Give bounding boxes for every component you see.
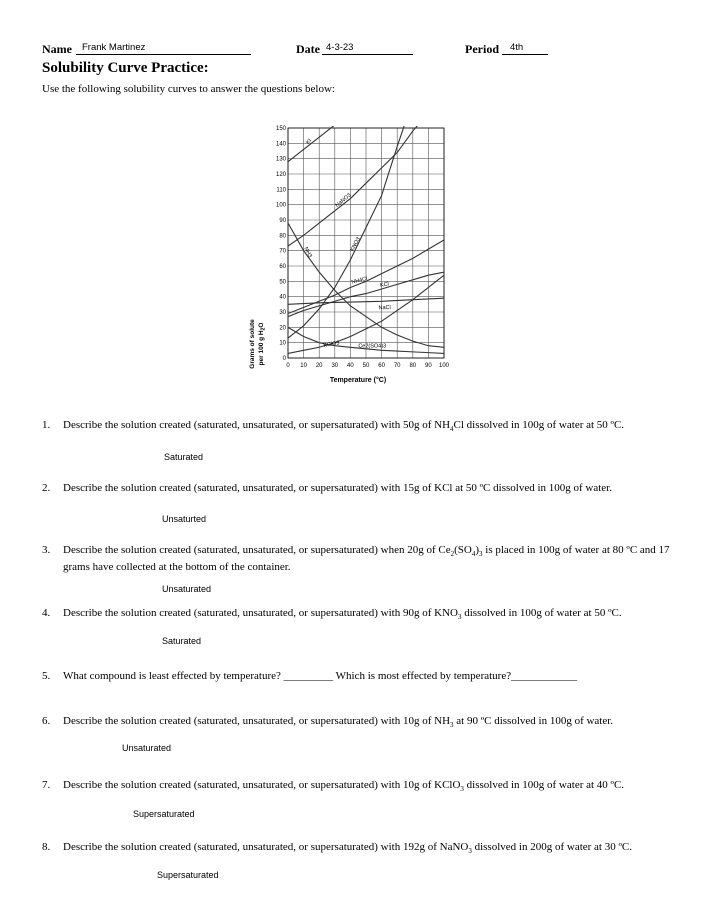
x-tick-label: 60 (378, 363, 385, 369)
curve-label-nacl: NaCl (378, 304, 391, 312)
question-text: What compound is least effected by temperature? _________ Which is most effected by temperature?____________ (63, 670, 578, 682)
date-underline (322, 54, 413, 55)
question-1 (42, 417, 682, 434)
question-text: Describe the solution created (saturated, unsaturated, or supersaturated) with 15g of KCl at 50 ºC dissolved in 100g of water. (63, 482, 612, 494)
x-tick-label: 70 (393, 363, 401, 369)
question-number: 7. (42, 779, 51, 791)
period-label: Period (465, 42, 499, 56)
answer-3[interactable]: Unsaturated (162, 584, 212, 594)
y-tick-label: 80 (279, 233, 286, 240)
question-8 (42, 839, 682, 856)
answer-2[interactable]: Unsaturted (162, 514, 207, 524)
y-tick-label: 150 (275, 126, 286, 132)
y-tick-label: 130 (275, 156, 286, 163)
x-axis-label: Temperature (°C) (329, 377, 387, 384)
y-tick-label: 40 (279, 294, 286, 301)
y-tick-label: 60 (279, 264, 286, 270)
question-number: 8. (42, 841, 51, 853)
y-tick-label: 0 (282, 356, 286, 362)
curve-label-kcl: KCl (379, 281, 390, 289)
x-tick-label: 10 (300, 363, 307, 369)
y-axis-label-line1: Grams of solute (249, 319, 256, 369)
date-label: Date (296, 42, 320, 56)
x-tick-label: 50 (362, 363, 370, 369)
y-tick-label: 90 (279, 218, 286, 224)
question-7 (42, 777, 682, 794)
answer-4[interactable]: Saturated (162, 636, 202, 646)
page-title: Solubility Curve Practice: (42, 60, 209, 76)
question-2 (42, 480, 682, 497)
x-tick-label: 20 (315, 363, 323, 369)
answer-1[interactable]: Saturated (164, 452, 204, 462)
answer-8[interactable]: Supersaturated (157, 870, 219, 880)
y-tick-label: 120 (275, 172, 286, 178)
answer-7[interactable]: Supersaturated (133, 809, 195, 819)
curve-label-kno3: KNO3 (349, 236, 362, 253)
question-number: 3. (42, 544, 51, 556)
curve-label-nh4cl: NH4Cl (350, 275, 369, 286)
question-5 (42, 668, 682, 685)
question-6 (42, 713, 682, 730)
question-number: 4. (42, 607, 51, 619)
x-tick-label: 40 (347, 363, 354, 369)
question-4 (42, 605, 682, 622)
question-number: 6. (42, 715, 51, 727)
y-tick-label: 30 (279, 310, 286, 316)
question-number: 5. (42, 670, 51, 682)
name-label: Name (42, 42, 72, 56)
y-tick-label: 140 (275, 141, 286, 148)
x-tick-label: 30 (331, 363, 339, 369)
curve-label-ce2-so4-3: Ce2(SO4)3 (358, 343, 387, 350)
period-value[interactable]: 4th (510, 42, 524, 53)
y-axis-label-line2: per 100 g $H_2O$ (258, 322, 267, 366)
instructions: Use the following solubility curves to answer the questions below: (42, 83, 335, 95)
y-tick-label: 50 (279, 279, 286, 286)
question-text: Describe the solution created (saturated, unsaturated, or supersaturated) with 10g of $NH_3$ at 90 ºC dissolved in 100g of water. (63, 715, 614, 730)
name-value[interactable]: Frank Martinez (82, 42, 146, 53)
curve-label-kclo3: KClO3 (323, 340, 341, 349)
name-underline (76, 54, 251, 55)
y-tick-label: 20 (279, 325, 286, 332)
question-text: Describe the solution created (saturated, unsaturated, or supersaturated) with 90g of $KNO_3$ dissolved in 100g of water at 50 ºC. (63, 607, 622, 622)
x-tick-label: 100 (438, 363, 450, 369)
chart-grid (288, 128, 444, 358)
y-tick-label: 100 (275, 202, 286, 209)
question-text: Describe the solution created (saturated, unsaturated, or supersaturated) with 192g of NaNO$_3$ dissolved in 200g of water at 30 ºC. (63, 841, 632, 856)
solubility-chart (244, 120, 456, 390)
x-tick-label: 80 (409, 363, 417, 369)
y-tick-label: 70 (279, 248, 286, 255)
x-tick-label: 0 (286, 363, 290, 369)
answer-6[interactable]: Unsaturated (122, 743, 172, 753)
x-tick-label: 90 (425, 363, 432, 369)
question-text: Describe the solution created (saturated, unsaturated, or supersaturated) with 50g of $NH_4Cl$ dissolved in 100g of water at 50 ºC. (63, 419, 625, 434)
question-number: 1. (42, 419, 51, 431)
question-3 (42, 542, 682, 576)
y-tick-label: 110 (276, 187, 286, 194)
question-text: Describe the solution created (saturated, unsaturated, or supersaturated) when 20g of $Ce_2(SO_4)_3$ is placed in 100g of water at 80 ºC and 17 grams have collected at the bottom of the container. (63, 544, 670, 573)
curve-label-nh3: NH3 (302, 246, 313, 259)
curve-label-nano3: NaNO3 (334, 192, 353, 209)
y-tick-label: 10 (279, 340, 286, 347)
date-value[interactable]: 4-3-23 (326, 42, 354, 53)
question-number: 2. (42, 482, 51, 494)
curve-label-ki: KI (305, 137, 314, 146)
question-text: Describe the solution created (saturated, unsaturated, or supersaturated) with 10g of KClO$_3$ dissolved in 100g of water at 40 ºC. (63, 779, 625, 794)
period-underline (502, 54, 548, 55)
